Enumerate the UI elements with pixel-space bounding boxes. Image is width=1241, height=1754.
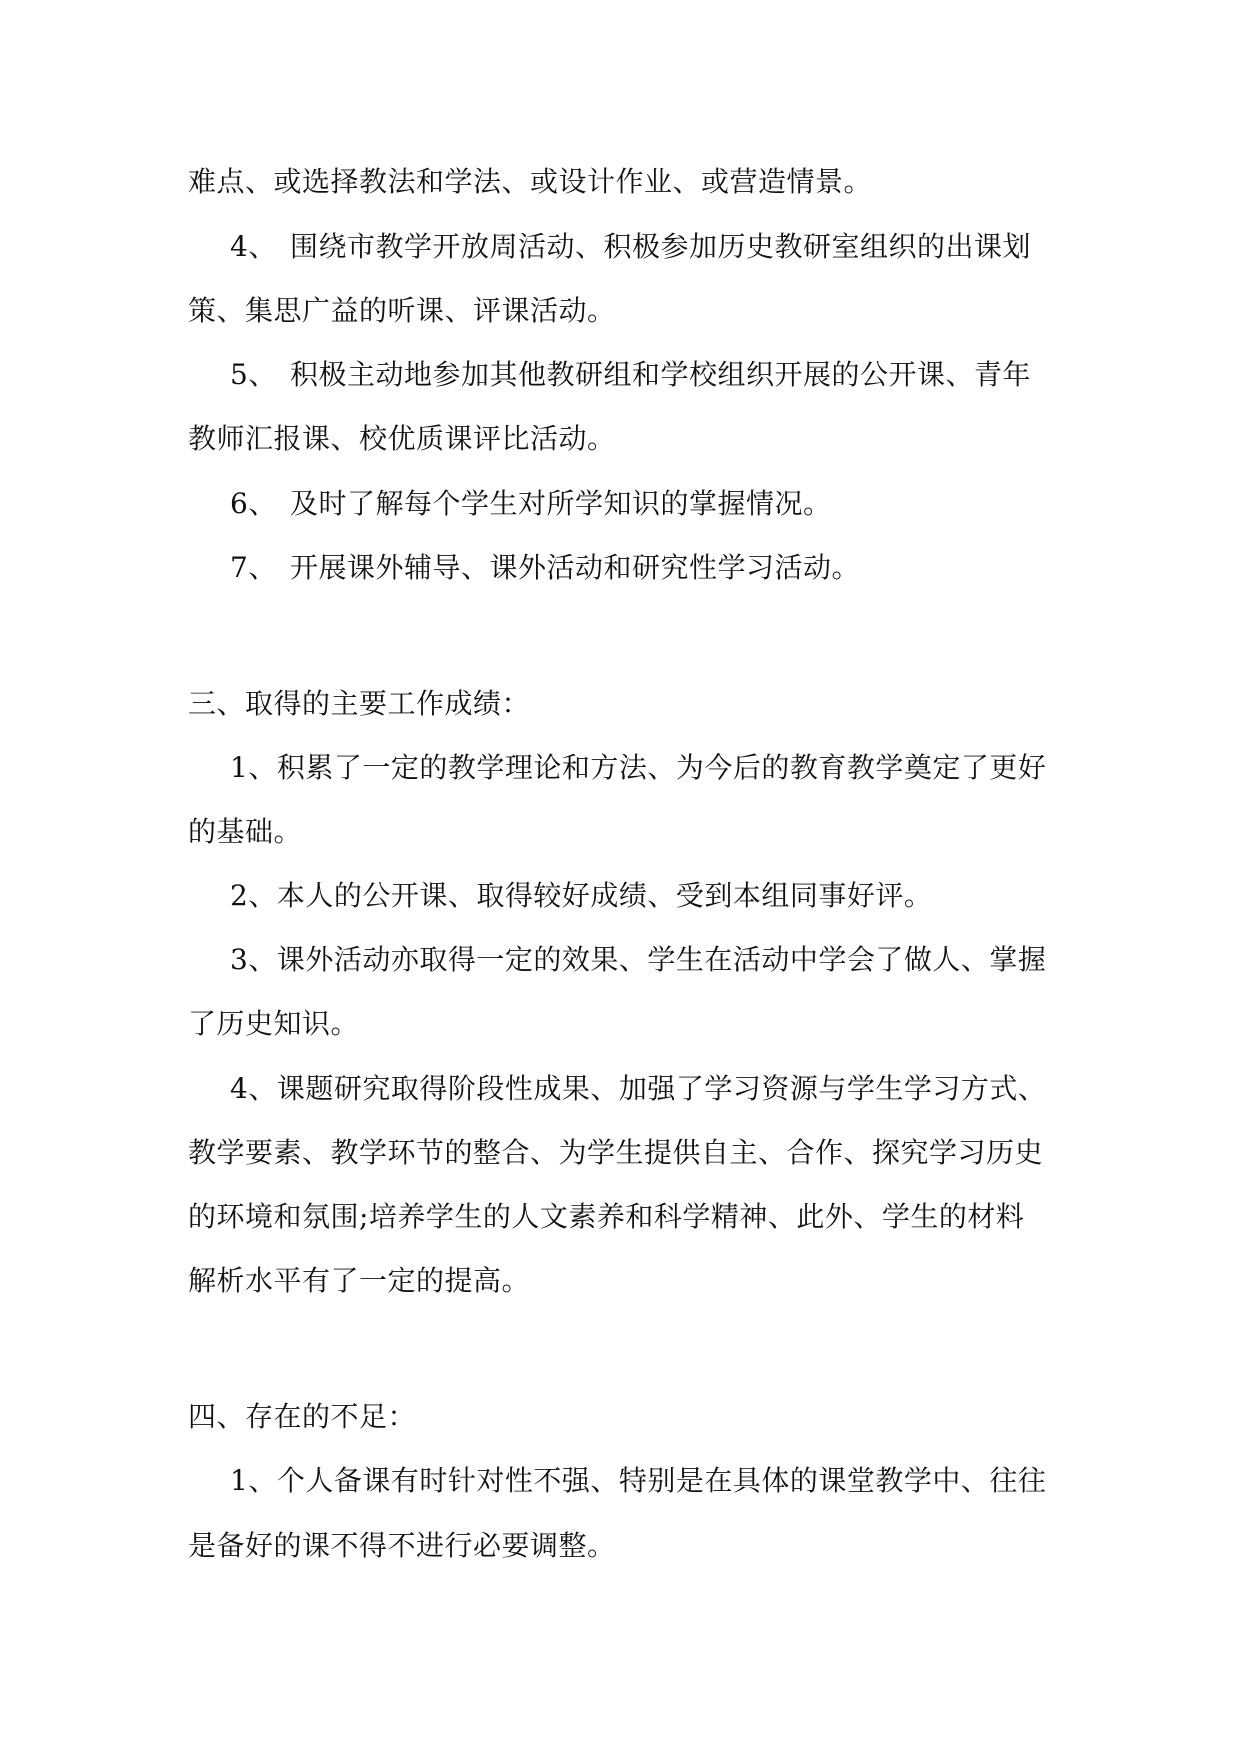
section-heading (188, 684, 1068, 724)
list-number: 5、 (230, 358, 277, 391)
line-text: 的环境和氛围;培养学生的人文素养和科学精神、此外、学生的材料 (188, 1200, 1025, 1233)
list-number: 4、 (230, 230, 277, 263)
line-text: 4、课题研究取得阶段性成果、加强了学习资源与学生学习方式、 (230, 1072, 1047, 1105)
line-text: 解析水平有了一定的提高。 (188, 1264, 531, 1297)
line-text: 是备好的课不得不进行必要调整。 (188, 1529, 616, 1562)
line-text: 开展课外辅导、课外活动和研究性学习活动。 (290, 551, 861, 584)
list-item-line (230, 355, 1110, 395)
line-text: 1、积累了一定的教学理论和方法、为今后的教育教学奠定了更好 (230, 751, 1047, 784)
section-heading (188, 1397, 1068, 1437)
paragraph-line (230, 940, 1110, 980)
line-text: 了历史知识。 (188, 1007, 360, 1040)
paragraph-line (188, 162, 1068, 202)
list-number: 7、 (230, 551, 277, 584)
line-text: 围绕市教学开放周活动、积极参加历史教研室组织的出课划 (290, 230, 1032, 263)
paragraph-line (188, 1133, 1068, 1173)
paragraph-line (188, 1261, 1068, 1301)
paragraph-line (188, 1526, 1068, 1566)
paragraph-line (230, 1461, 1110, 1501)
paragraph-line (188, 812, 1068, 852)
line-text: 1、个人备课有时针对性不强、特别是在具体的课堂教学中、往往 (230, 1464, 1047, 1497)
paragraph-line (188, 291, 1068, 331)
line-text: 教学要素、教学环节的整合、为学生提供自主、合作、探究学习历史 (188, 1136, 1044, 1169)
line-text: 难点、或选择教法和学法、或设计作业、或营造情景。 (188, 165, 873, 198)
heading-text: 三、取得的主要工作成绩： (188, 687, 531, 720)
list-item-line (230, 484, 1110, 524)
list-item-line (230, 548, 1110, 588)
paragraph-line (230, 1069, 1110, 1109)
line-text: 策、集思广益的听课、评课活动。 (188, 294, 616, 327)
line-text: 及时了解每个学生对所学知识的掌握情况。 (290, 487, 832, 520)
line-text: 教师汇报课、校优质课评比活动。 (188, 422, 616, 455)
paragraph-line (188, 419, 1068, 459)
heading-text: 四、存在的不足： (188, 1400, 417, 1433)
list-number: 6、 (230, 487, 277, 520)
line-text: 积极主动地参加其他教研组和学校组织开展的公开课、青年 (290, 358, 1032, 391)
line-text: 2、本人的公开课、取得较好成绩、受到本组同事好评。 (230, 879, 933, 912)
line-text: 3、课外活动亦取得一定的效果、学生在活动中学会了做人、掌握 (230, 943, 1047, 976)
paragraph-line (230, 748, 1110, 788)
paragraph-line (230, 876, 1110, 916)
line-text: 的基础。 (188, 815, 303, 848)
list-item-line (230, 227, 1110, 267)
paragraph-line (188, 1197, 1068, 1237)
paragraph-line (188, 1004, 1068, 1044)
